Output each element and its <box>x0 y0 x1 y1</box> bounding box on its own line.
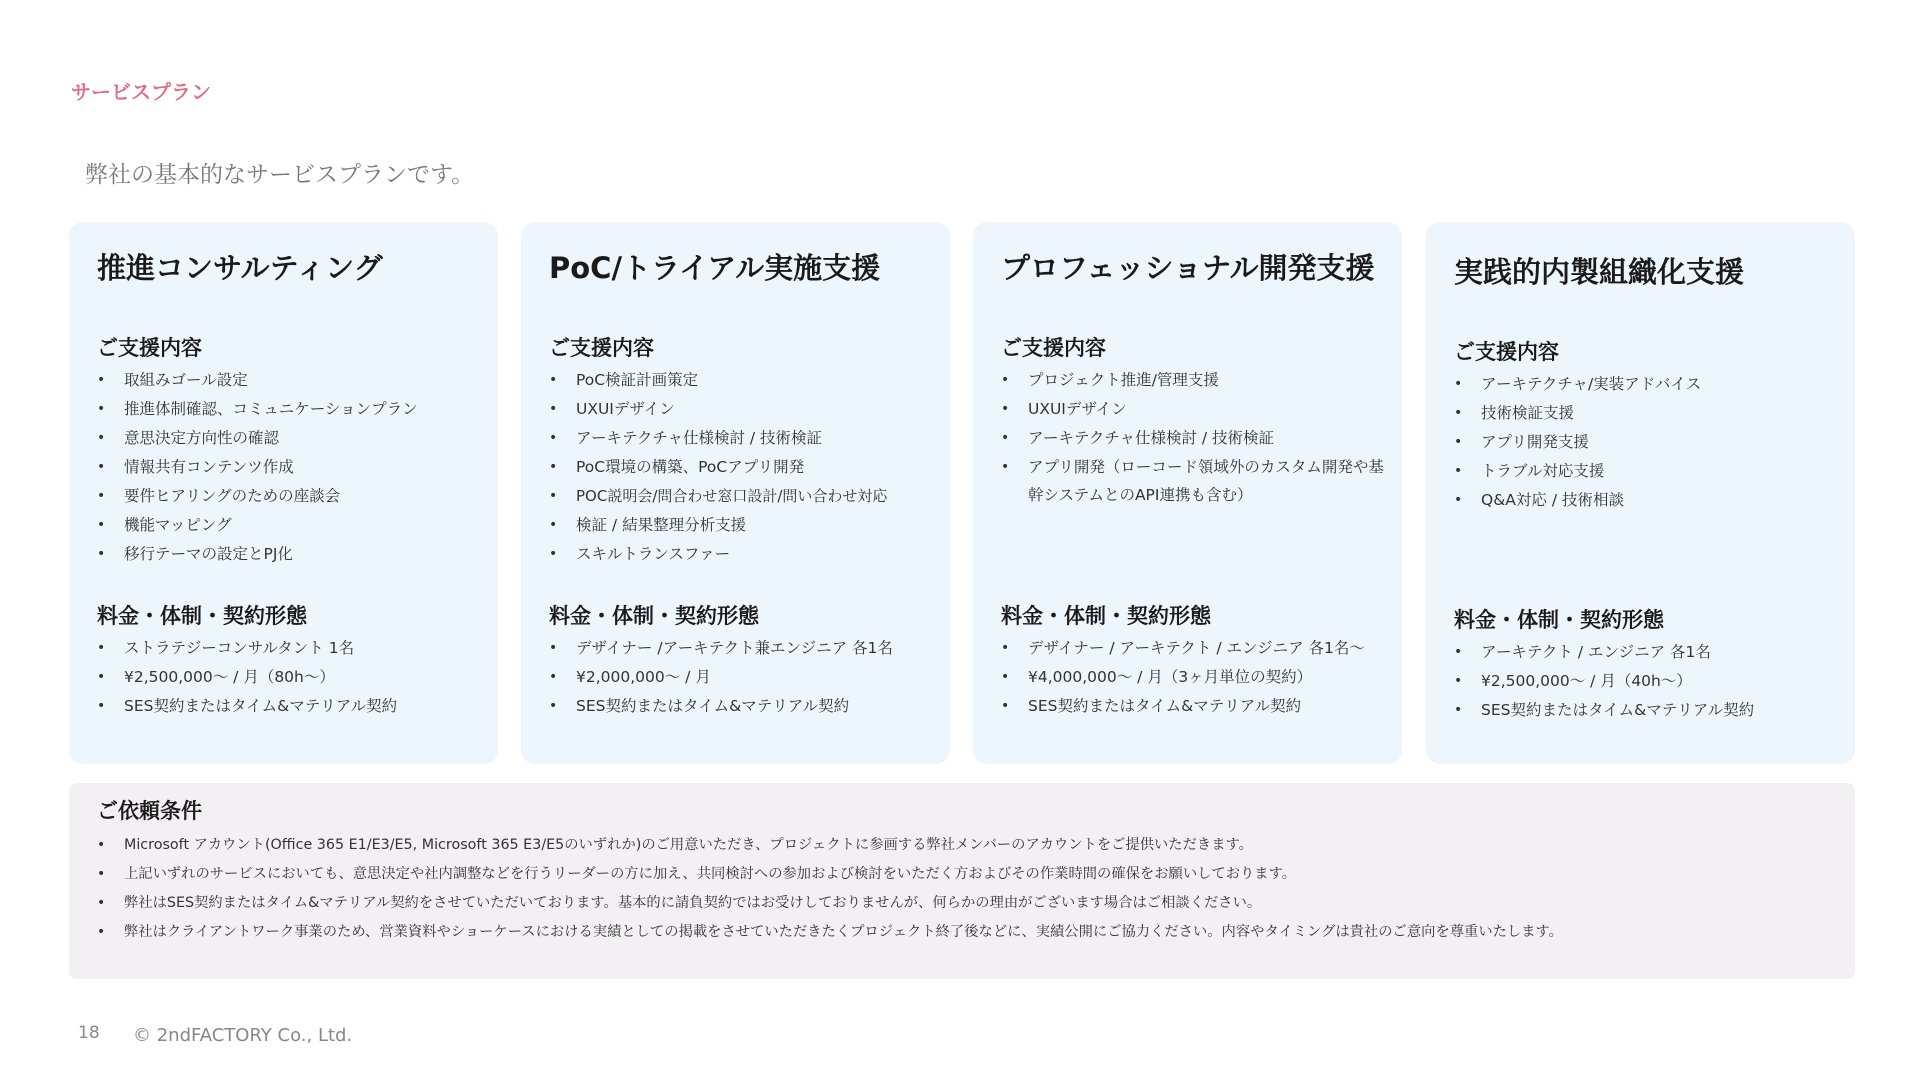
copyright: © 2ndFACTORY Co., Ltd. <box>133 1025 353 1046</box>
plan-card-consulting <box>69 222 498 764</box>
list-item: • 機能マッピング <box>97 511 484 540</box>
list-item: • 取組みゴール設定 <box>97 366 484 395</box>
page-number: 18 <box>78 1023 100 1043</box>
list-item: • SES契約またはタイム&マテリアル契約 <box>1001 692 1388 721</box>
list-item: • ¥4,000,000～ / 月（3ヶ月単位の契約） <box>1001 663 1388 692</box>
list-item: • 上記いずれのサービスにおいても、意思決定や社内調整などを行うリーダーの方に加え、共同検討への参加および検討をいただく方およびその作業時間の確保をお願いしております。 <box>97 860 1835 889</box>
list-item: • アーキテクチャ仕様検討 / 技術検証 <box>1001 424 1388 453</box>
plan-title: 推進コンサルティング <box>97 251 383 285</box>
pricing-heading: 料金・体制・契約形態 <box>1001 604 1211 628</box>
support-list <box>97 366 484 569</box>
list-item: • デザイナー /アーキテクト兼エンジニア 各1名 <box>549 634 936 663</box>
plan-card-inhouse <box>1426 222 1855 764</box>
support-heading: ご支援内容 <box>1454 340 1559 364</box>
list-item: • 弊社はクライアントワーク事業のため、営業資料やショーケースにおける実績としての掲載をさせていただきたくプロジェクト終了後などに、実績公開にご協力ください。内容やタイミングは貴社のご意向を尊重いたします。 <box>97 918 1835 947</box>
list-item: • ¥2,500,000～ / 月（80h～） <box>97 663 484 692</box>
pricing-heading: 料金・体制・契約形態 <box>97 604 307 628</box>
list-item: • 意思決定方向性の確認 <box>97 424 484 453</box>
support-list <box>1001 366 1388 509</box>
list-item: • アーキテクト / エンジニア 各1名 <box>1454 638 1841 667</box>
list-item: • PoC検証計画策定 <box>549 366 936 395</box>
plan-card-development <box>973 222 1402 764</box>
pricing-list <box>1454 638 1841 725</box>
plan-title: プロフェッショナル開発支援 <box>1001 251 1375 285</box>
list-item: • デザイナー / アーキテクト / エンジニア 各1名～ <box>1001 634 1388 663</box>
plan-title: PoC/トライアル実施支援 <box>549 251 881 285</box>
list-item: • SES契約またはタイム&マテリアル契約 <box>549 692 936 721</box>
list-item: • 推進体制確認、コミュニケーションプラン <box>97 395 484 424</box>
plan-card-poc <box>521 222 950 764</box>
list-item: • Q&A対応 / 技術相談 <box>1454 486 1841 515</box>
conditions-list <box>97 831 1835 947</box>
list-item: • トラブル対応支援 <box>1454 457 1841 486</box>
list-item: • ストラテジーコンサルタント 1名 <box>97 634 484 663</box>
list-item: • ¥2,500,000～ / 月（40h～） <box>1454 667 1841 696</box>
list-item: • 情報共有コンテンツ作成 <box>97 453 484 482</box>
list-item: • SES契約またはタイム&マテリアル契約 <box>97 692 484 721</box>
support-list <box>549 366 936 569</box>
list-item: • POC説明会/問合わせ窓口設計/問い合わせ対応 <box>549 482 936 511</box>
support-list <box>1454 370 1841 515</box>
plan-title: 実践的内製組織化支援 <box>1454 255 1745 289</box>
list-item: • 技術検証支援 <box>1454 399 1841 428</box>
section-label: サービスプラン <box>71 80 211 104</box>
list-item: • 検証 / 結果整理分析支援 <box>549 511 936 540</box>
list-item: • アーキテクチャ仕様検討 / 技術検証 <box>549 424 936 453</box>
list-item: • UXUIデザイン <box>549 395 936 424</box>
pricing-list <box>1001 634 1388 721</box>
support-heading: ご支援内容 <box>97 336 202 360</box>
plan-cards <box>69 222 1855 764</box>
support-heading: ご支援内容 <box>1001 336 1106 360</box>
list-item: • ¥2,000,000～ / 月 <box>549 663 936 692</box>
pricing-heading: 料金・体制・契約形態 <box>549 604 759 628</box>
list-item: • Microsoft アカウント(Office 365 E1/E3/E5, Microsoft 365 E3/E5のいずれか)のご用意いただき、プロジェクトに参画する弊社メンバーのアカウントをご提供いただきます。 <box>97 831 1835 860</box>
pricing-list <box>549 634 936 721</box>
list-item: • アプリ開発支援 <box>1454 428 1841 457</box>
list-item: • SES契約またはタイム&マテリアル契約 <box>1454 696 1841 725</box>
conditions-title: ご依頼条件 <box>97 799 202 823</box>
request-conditions-panel <box>69 783 1855 979</box>
intro-text: 弊社の基本的なサービスプランです。 <box>85 162 475 188</box>
pricing-list <box>97 634 484 721</box>
list-item: • 移行テーマの設定とPJ化 <box>97 540 484 569</box>
list-item: • PoC環境の構築、PoCアプリ開発 <box>549 453 936 482</box>
list-item: • アーキテクチャ/実装アドバイス <box>1454 370 1841 399</box>
support-heading: ご支援内容 <box>549 336 654 360</box>
list-item: • 弊社はSES契約またはタイム&マテリアル契約をさせていただいております。基本的に請負契約ではお受けしておりませんが、何らかの理由がございます場合はご相談ください。 <box>97 889 1835 918</box>
list-item: • 要件ヒアリングのための座談会 <box>97 482 484 511</box>
list-item: • UXUIデザイン <box>1001 395 1388 424</box>
list-item: • スキルトランスファー <box>549 540 936 569</box>
pricing-heading: 料金・体制・契約形態 <box>1454 608 1664 632</box>
list-item: • アプリ開発（ローコード領域外のカスタム開発や基幹システムとのAPI連携も含む） <box>1001 453 1388 509</box>
list-item: • プロジェクト推進/管理支援 <box>1001 366 1388 395</box>
